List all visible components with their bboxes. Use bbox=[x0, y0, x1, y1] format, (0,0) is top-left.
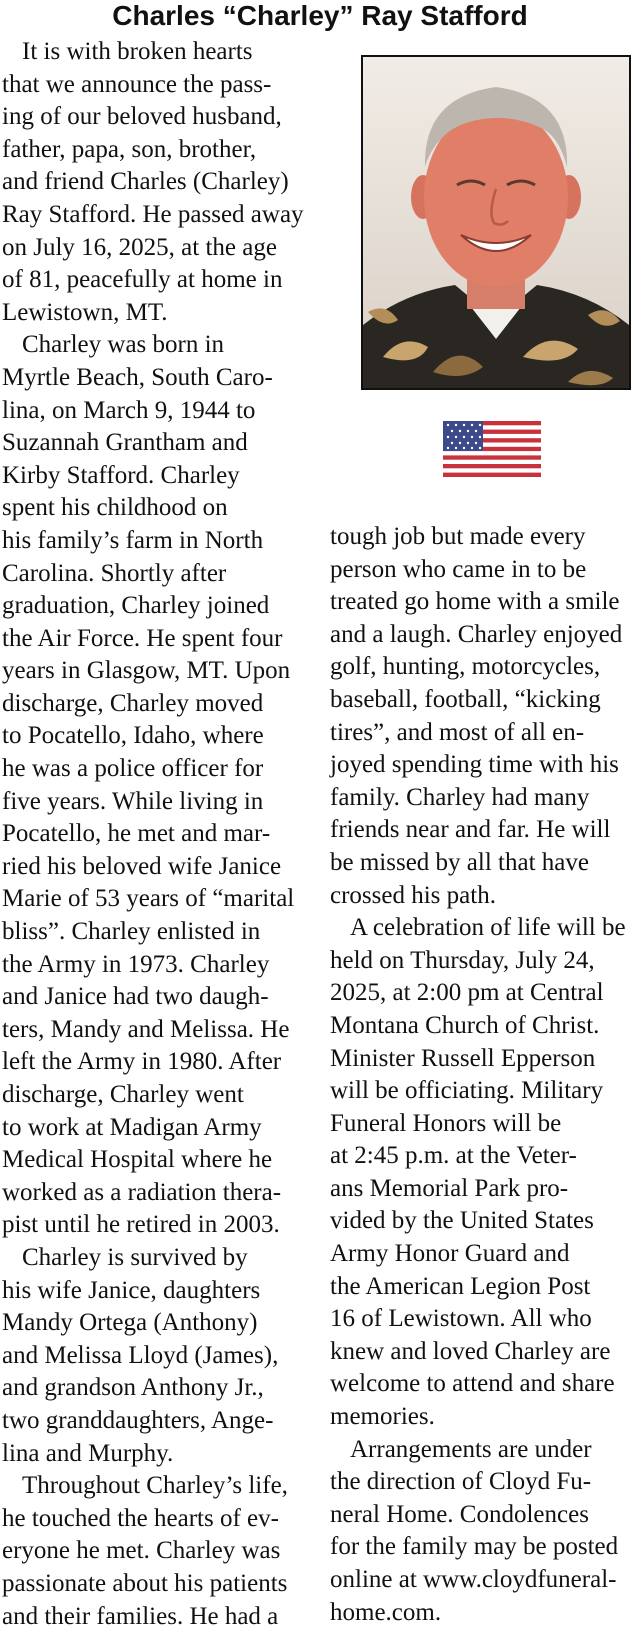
text-line: treated go home with a smile bbox=[330, 588, 620, 616]
text-line: ing of our beloved husband, bbox=[2, 103, 282, 131]
text-line: and their families. He had a bbox=[2, 1602, 279, 1630]
text-line: and grandson Anthony Jr., bbox=[2, 1374, 264, 1402]
text-line: pist until he retired in 2003. bbox=[2, 1211, 280, 1239]
text-line: the direction of Cloyd Fu- bbox=[330, 1468, 592, 1496]
text-line: years in Glasgow, MT. Upon bbox=[2, 657, 291, 685]
text-line: Marie of 53 years of “marital bbox=[2, 885, 295, 913]
obituary-title: Charles “Charley” Ray Stafford bbox=[112, 0, 528, 31]
text-line: father, papa, son, brother, bbox=[2, 135, 257, 163]
text-line: online at www.cloydfuneral- bbox=[330, 1566, 617, 1593]
portrait-illustration bbox=[363, 57, 629, 388]
text-line: bliss”. Charley enlisted in bbox=[2, 918, 261, 946]
text-line: Army Honor Guard and bbox=[330, 1240, 570, 1268]
text-line: his family’s farm in North bbox=[2, 526, 264, 554]
text-line: home.com. bbox=[330, 1598, 442, 1626]
text-line: lina, on March 9, 1944 to bbox=[2, 396, 256, 424]
text-line: vided by the United States bbox=[330, 1207, 594, 1235]
text-line: ans Memorial Park pro- bbox=[330, 1174, 569, 1202]
text-line: Funeral Honors will be bbox=[330, 1109, 562, 1137]
text-line: baseball, football, “kicking bbox=[330, 685, 601, 713]
text-line: that we announce the pass- bbox=[2, 70, 272, 98]
text-line: discharge, Charley moved bbox=[2, 689, 264, 717]
text-line: two granddaughters, Ange- bbox=[2, 1406, 274, 1434]
text-line: Suzannah Grantham and bbox=[2, 429, 248, 457]
text-line: golf, hunting, motorcycles, bbox=[330, 653, 601, 681]
text-line: the American Legion Post bbox=[330, 1272, 591, 1300]
text-line: It is with broken hearts bbox=[22, 38, 253, 65]
text-line: eryone he met. Charley was bbox=[2, 1537, 281, 1565]
text-line: 16 of Lewistown. All who bbox=[330, 1305, 592, 1333]
text-line: he touched the hearts of ev- bbox=[2, 1504, 279, 1532]
text-line: graduation, Charley joined bbox=[2, 592, 270, 620]
text-line: Mandy Ortega (Anthony) bbox=[2, 1309, 258, 1337]
text-line: Charley was born in bbox=[22, 331, 225, 359]
text-line: person who came in to be bbox=[330, 555, 587, 583]
text-line: Lewistown, MT. bbox=[2, 298, 168, 326]
left-text-column bbox=[2, 36, 312, 1633]
text-line: 2025, at 2:00 pm at Central bbox=[330, 979, 604, 1007]
text-line: Myrtle Beach, South Caro- bbox=[2, 363, 273, 391]
text-line: memories. bbox=[330, 1403, 435, 1431]
text-line: Montana Church of Christ. bbox=[330, 1011, 600, 1039]
text-line: Throughout Charley’s life, bbox=[22, 1472, 288, 1500]
text-line: of 81, peacefully at home in bbox=[2, 266, 283, 294]
text-line: and Janice had two daugh- bbox=[2, 983, 269, 1011]
text-line: neral Home. Condolences bbox=[330, 1500, 589, 1528]
text-line: spent his childhood on bbox=[2, 494, 228, 522]
text-line: Minister Russell Epperson bbox=[330, 1044, 596, 1072]
text-line: A celebration of life will be bbox=[350, 914, 626, 942]
american-flag-icon bbox=[443, 421, 541, 477]
text-line: and Melissa Lloyd (James), bbox=[2, 1341, 279, 1369]
text-line: Medical Hospital where he bbox=[2, 1146, 273, 1174]
text-line: for the family may be posted bbox=[330, 1533, 619, 1561]
text-line: to work at Madigan Army bbox=[2, 1113, 262, 1141]
text-line: Ray Stafford. He passed away bbox=[2, 200, 304, 228]
text-line: worked as a radiation thera- bbox=[2, 1178, 282, 1206]
text-line: at 2:45 p.m. at the Veter- bbox=[330, 1142, 577, 1170]
text-line: the Air Force. He spent four bbox=[2, 624, 283, 652]
text-line: Carolina. Shortly after bbox=[2, 559, 227, 587]
text-line: held on Thursday, July 24, bbox=[330, 946, 595, 974]
text-line: be missed by all that have bbox=[330, 848, 589, 876]
text-line: friends near and far. He will bbox=[330, 816, 611, 844]
text-line: and a laugh. Charley enjoyed bbox=[330, 620, 623, 648]
text-line: discharge, Charley went bbox=[2, 1081, 244, 1108]
text-line: family. Charley had many bbox=[330, 783, 590, 811]
text-line: welcome to attend and share bbox=[330, 1370, 615, 1398]
text-line: his wife Janice, daughters bbox=[2, 1276, 261, 1304]
text-line: will be officiating. Military bbox=[330, 1077, 604, 1105]
text-line: lina and Murphy. bbox=[2, 1439, 174, 1467]
text-line: crossed his path. bbox=[330, 881, 496, 909]
text-line: Arrangements are under bbox=[350, 1435, 592, 1463]
portrait-photo bbox=[361, 55, 631, 390]
text-line: Kirby Stafford. Charley bbox=[2, 461, 240, 489]
text-line: joyed spending time with his bbox=[330, 751, 619, 779]
text-line: left the Army in 1980. After bbox=[2, 1048, 282, 1076]
text-line: tires”, and most of all en- bbox=[330, 718, 585, 746]
text-line: knew and loved Charley are bbox=[330, 1337, 611, 1365]
text-line: the Army in 1973. Charley bbox=[2, 950, 270, 978]
text-line: ried his beloved wife Janice bbox=[2, 852, 282, 880]
text-line: and friend Charles (Charley) bbox=[2, 168, 289, 196]
text-line: Charley is survived by bbox=[22, 1243, 248, 1271]
text-line: five years. While living in bbox=[2, 787, 264, 815]
text-line: to Pocatello, Idaho, where bbox=[2, 722, 264, 750]
text-line: Pocatello, he met and mar- bbox=[2, 820, 271, 848]
text-line: tough job but made every bbox=[330, 523, 586, 550]
right-text-column bbox=[330, 521, 636, 1629]
text-line: ters, Mandy and Melissa. He bbox=[2, 1015, 290, 1043]
text-line: on July 16, 2025, at the age bbox=[2, 233, 277, 261]
text-line: he was a police officer for bbox=[2, 755, 264, 783]
text-line: passionate about his patients bbox=[2, 1569, 288, 1597]
